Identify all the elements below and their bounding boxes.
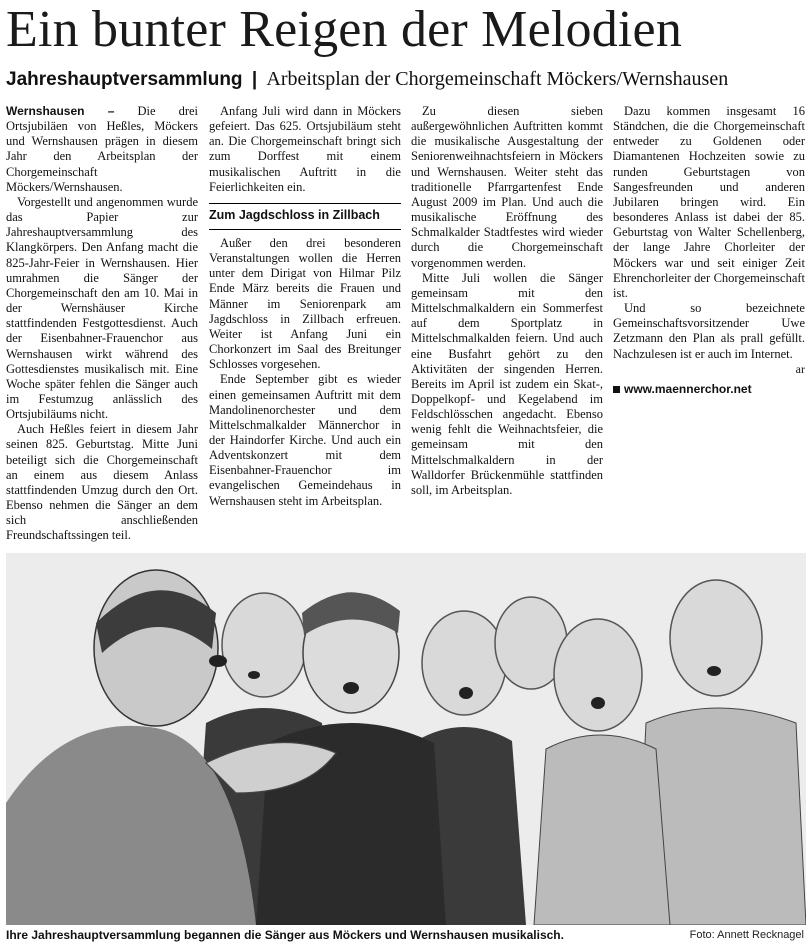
dateline: Wernshausen –: [6, 104, 115, 118]
article-column-3: [411, 104, 603, 544]
article-paragraph: Und so bezeichnete Gemeinschaftsvorsitzender Uwe Zetzmann den Plan als prall gefüllt. Nachzulesen ist er auch im Internet.: [613, 301, 805, 361]
choir-singers-illustration: [6, 553, 806, 925]
headline: Ein bunter Reigen der Melodien: [6, 1, 683, 58]
subheadline: [6, 67, 806, 91]
article-paragraph: Zu diesen sieben außergewöhnlichen Auftritten kommt die musikalische Ausgestaltung der Seniorenweihnachtsfeiern in Möckers und Wernshausen. Weiter steht das traditionelle Pfarrgartenfest Ende August 2009 im Plan. Und auch die musikalische Eröffnung des Schmalkalder Stadtfestes wird wieder durch die Chorgemeinschaft vorgenommen werden.: [411, 104, 603, 270]
article-paragraph: Anfang Juli wird dann in Möckers gefeiert. Das 625. Ortsjubiläum steht an. Die Chorgemeinschaft bringt sich zum Dorffest mit einem musikalischen Auftritt in die Feierlichkeiten ein.: [209, 104, 401, 194]
lead-text: Die drei Ortsjubiläen von Heßles, Möckers und Wernshausen prägen in diesem Jahr den Arbeitsplan der Chorgemeinschaft Möckers/Wernshausen.: [6, 104, 198, 194]
article-paragraph: Außer den drei besonderen Veranstaltungen wollen die Herren unter dem Dirigat von Hilmar Pilz Ende März bereits die Frauen und Männer im Seniorenpark am Jagdschloss in Zillbach erfreuen. Weiter ist Anfang Juni ein Chorkonzert im Saal des Breitunger Schlosses vorgesehen.: [209, 235, 401, 372]
web-link[interactable]: [613, 382, 805, 397]
article-paragraph: Mitte Juli wollen die Sänger gemeinsam mit den Mittelschmalkaldern ein Sommerfest auf dem Sportplatz in Mittelschmalkalden feiern. Und auch eine Busfahrt gehört zu den Aktivitäten der singenden Herren. Bereits im April ist zudem ein Skat-, Doppelkopf- und Kegelabend im Feldschlösschen angedacht. Ebenso wenig fehlt die Weihnachtsfeier, die gemeinsam mit den Mittelschmalkaldern in der Walldorfer Brückenmühle stattfinden soll, im Arbeitsplan.: [411, 270, 603, 497]
web-link-text[interactable]: www.maennerchor.net: [624, 381, 752, 396]
choir-photo: [6, 553, 806, 925]
article-paragraph: [6, 104, 198, 195]
author-byline: ar: [795, 361, 805, 376]
kicker-separator: |: [251, 69, 258, 90]
article-paragraph: Auch Heßles feiert in diesem Jahr seinen 825. Geburtstag. Mitte Juni beteiligt sich die Chorgemeinschaft an einem aus diesem Anlass stattfindenden Umzug durch den Ort. Ebenso nehmen die Sänger an dem sich anschließenden Freundschaftssingen teil.: [6, 422, 198, 543]
article-column-1: [6, 104, 198, 544]
subtitle: Arbeitsplan der Chorgemeinschaft Möckers/Wernshausen: [266, 68, 729, 90]
photo-credit: Foto: Annett Recknagel: [689, 929, 804, 941]
photo-caption-row: [6, 927, 806, 943]
article-column-2: [209, 104, 401, 544]
article-column-4: [613, 104, 805, 544]
kicker: Jahreshauptversammlung: [6, 69, 243, 90]
intertitle-rule: [209, 203, 401, 204]
square-bullet-icon: [613, 386, 620, 393]
article-paragraph: Ende September gibt es wieder einen gemeinsamen Auftritt mit dem Mandolinenorchester und dem Mittelschmalkalder Männerchor in der Haindorfer Kirche. Und auch ein Adventskonzert mit dem Eisenbahner-Frauenchor im evangelischen Gemeindehaus in Wernshausen steht im Arbeitsplan.: [209, 372, 401, 508]
photo-caption: Ihre Jahreshauptversammlung begannen die Sänger aus Möckers und Wernshausen musikalisch.: [6, 928, 564, 942]
intertitle: Zum Jagdschloss in Zillbach: [209, 207, 401, 230]
article-paragraph: Vorgestellt und angenommen wurde das Papier zur Jahreshauptversammlung des Klangkörpers. Den Anfang macht die 825-Jahr-Feier in Wernshausen. Hier umrahmen die Sänger der Chorgemeinschaft den am 10. Mai in der Wernshäuser Kirche stattfindenden Festgottesdienst. Auch der Eisenbahner-Frauenchor aus Wernshausen wirkt während des Gottesdienstes musikalisch mit. Eine Woche später fehlen die Sänger auch im Festumzug anlässlich des Ortsjubiläums nicht.: [6, 194, 198, 422]
article-paragraph: Dazu kommen insgesamt 16 Ständchen, die die Chorgemeinschaft entweder zu Goldenen oder Diamantenen Hochzeiten sowie zu runden Geburtstagen von Sangesfreunden und anderen Jubilaren bringen wird. Ein besonderes Anlass ist dabei der 85. Geburtstag von Walter Schellenberg, der lange Jahre Chorleiter der Möckers war und seit einiger Zeit Ehrenchorleiter der Chorgemeinschaft ist.: [613, 104, 805, 300]
